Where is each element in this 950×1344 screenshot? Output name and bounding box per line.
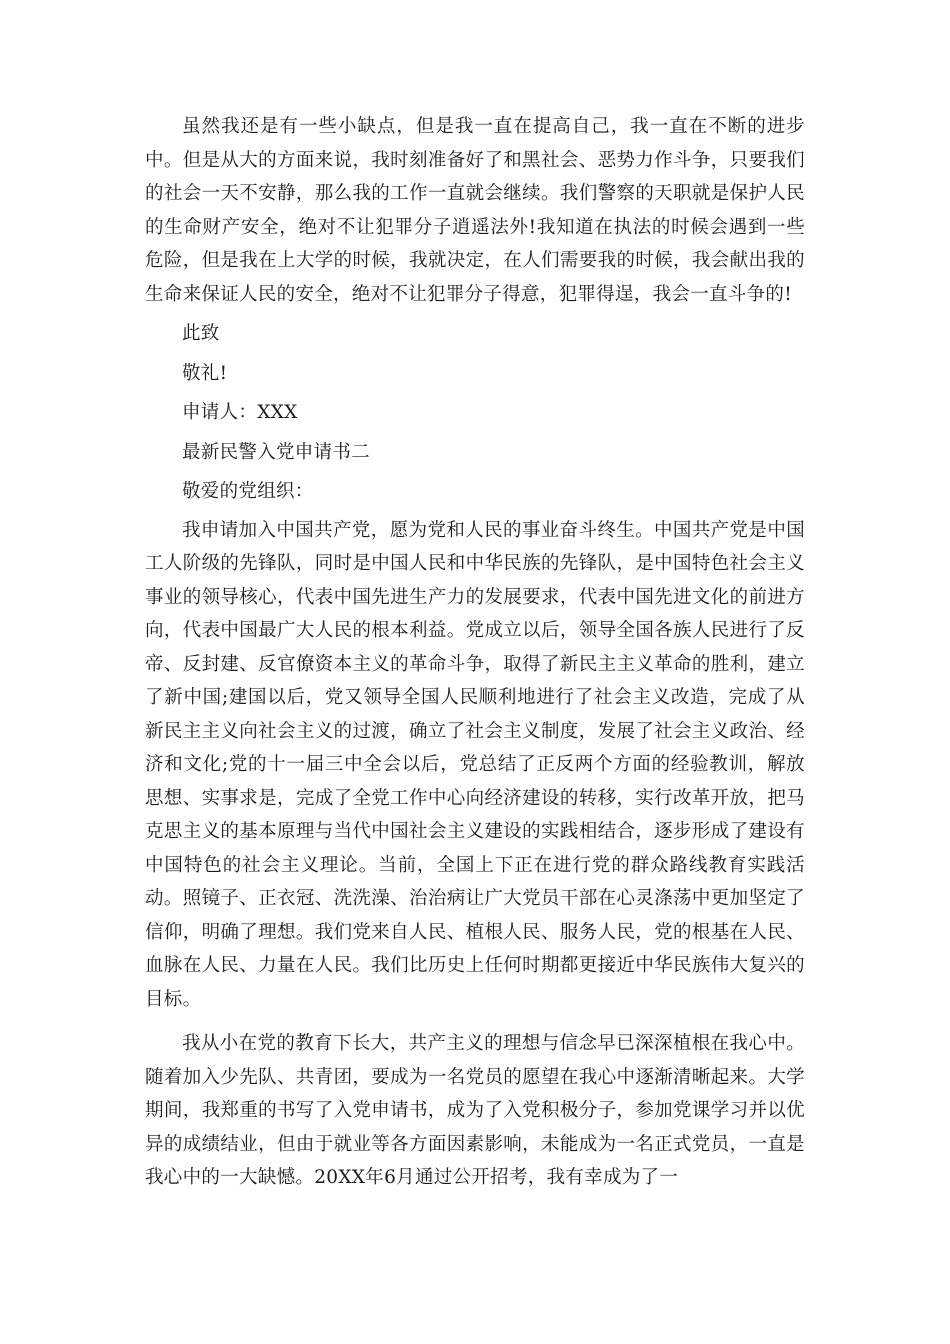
salute-line: 敬礼! (182, 362, 228, 384)
paragraph-party-intro: 我申请加入中国共产党，愿为党和人民的事业奋斗终生。中国共产党是中国工人阶级的先锋队，同时是中国人民和中华民族的先锋队，是中国特色社会主义事业的领导核心，代表中国先进生产力的发展要求，代表中国先进文化的前进方向，代表中国最广大人民的根本利益。党成立以后，领导全国各族人民进行了反帝、反封建、反官僚资本主义的革命斗争，取得了新民主主义革命的胜利，建立了新中国;建国以后，党又领导全国人民顺利地进行了社会主义改造，完成了从新民主主义向社会主义的过渡，确立了社会主义制度，发展了社会主义政治、经济和文化;党的十一届三中全会以后，党总结了正反两个方面的经验教训，解放思想、实事求是，完成了全党工作中心向经济建设的转移，实行改革开放，把马克思主义的基本原理与当代中国社会主义建设的实践相结合，逐步形成了建设有中国特色的社会主义理论。当前，全国上下正在进行党的群众路线教育实践活动。照镜子、正衣冠、洗洗澡、治治病让广大党员干部在心灵涤荡中更加坚定了信仰，明确了理想。我们党来自人民、植根人民、服务人民，党的根基在人民、血脉在人民、力量在人民。我们比历史上任何时期都更接近中华民族伟大复兴的目标。 (145, 519, 805, 1010)
document-page (145, 110, 805, 1195)
section-title: 最新民警入党申请书二 (182, 441, 371, 463)
paragraph-resolve: 虽然我还是有一些小缺点，但是我一直在提高自己，我一直在不断的进步中。但是从大的方面来说，我时刻准备好了和黑社会、恶势力作斗争，只要我们的社会一天不安静，那么我的工作一直就会继续。我们警察的天职就是保护人民的生命财产安全，绝对不让犯罪分子逍遥法外!我知道在执法的时候会遇到一些危险，但是我在上大学的时候，我就决定，在人们需要我的时候，我会献出我的生命来保证人民的安全，绝对不让犯罪分子得意，犯罪得逞，我会一直斗争的! (145, 116, 805, 305)
closing-line: 此致 (182, 323, 220, 344)
applicant-line: 申请人：XXX (182, 402, 298, 423)
greeting-line: 敬爱的党组织： (182, 481, 314, 502)
paragraph-personal: 我从小在党的教育下长大，共产主义的理想与信念早已深深植根在我心中。随着加入少先队、共青团，要成为一名党员的愿望在我心中逐渐清晰起来。大学期间，我郑重的书写了入党申请书，成为了入党积极分子，参加党课学习并以优异的成绩结业，但由于就业等各方面因素影响，未能成为一名正式党员，一直是我心中的一大缺憾。20XX年6月通过公开招考，我有幸成为了一 (145, 1033, 805, 1188)
